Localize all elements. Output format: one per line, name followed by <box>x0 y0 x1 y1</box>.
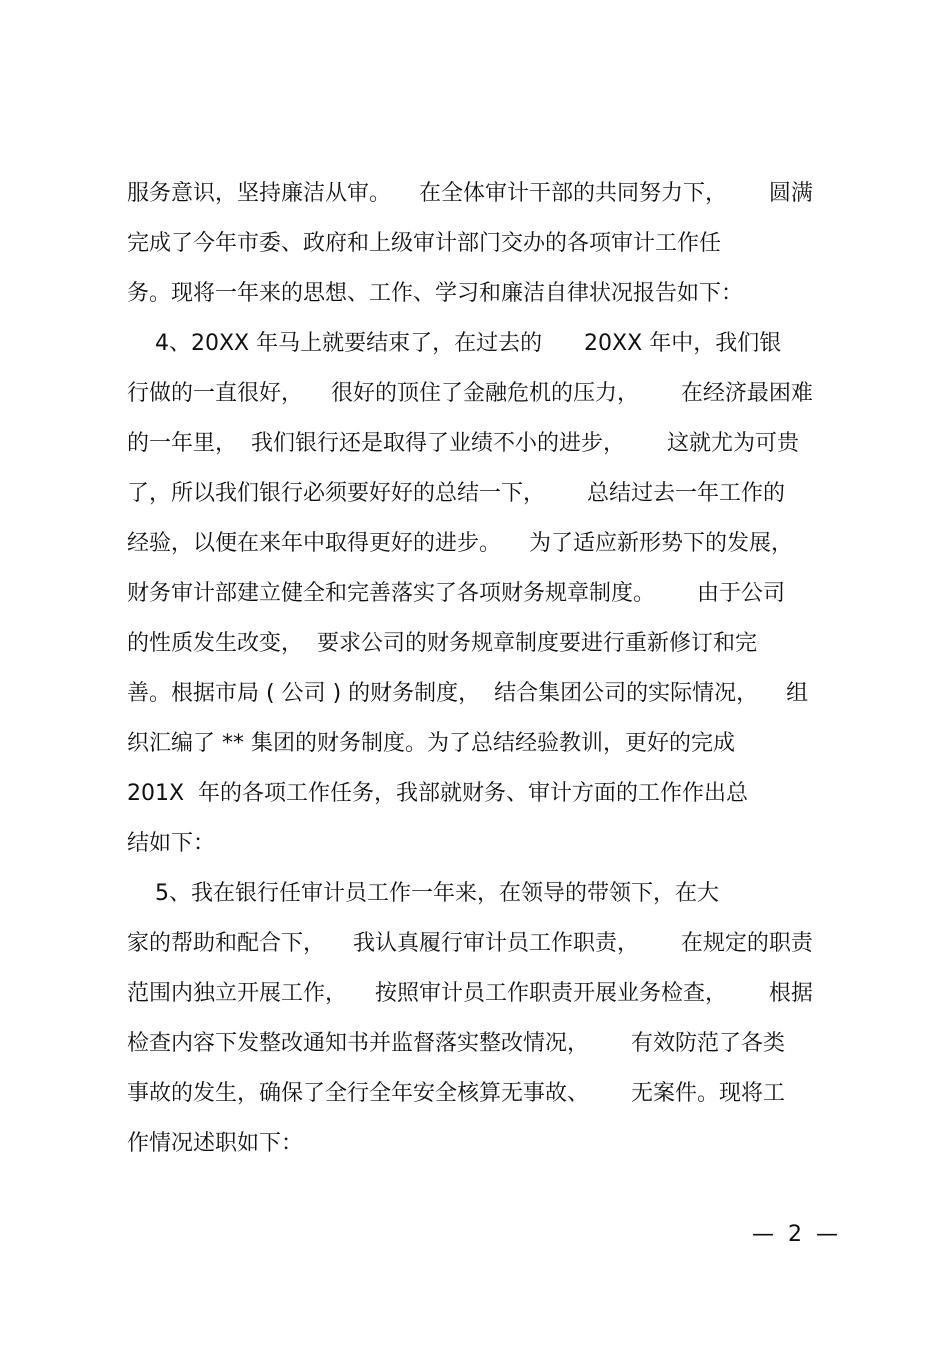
body-text-line: 务。现将一年来的思想、工作、学习和廉洁自律状况报告如下： <box>127 281 744 306</box>
paragraph-5-line: 家的帮助和配合下， 我认真履行审计员工作职责， 在规定的职责 <box>127 931 813 956</box>
paragraph-5-line: 5、我在银行任审计员工作一年来，在领导的带领下，在大 <box>127 881 719 906</box>
body-text-line: 服务意识，坚持廉洁从审。 在全体审计干部的共同努力下， 圆满 <box>127 181 813 206</box>
page-number: — 2 — <box>752 1222 838 1247</box>
paragraph-5-line: 事故的发生，确保了全行全年安全核算无事故、 无案件。现将工 <box>127 1081 785 1106</box>
paragraph-4-line: 经验，以便在来年中取得更好的进步。 为了适应新形势下的发展， <box>127 531 793 556</box>
body-text-line: 完成了今年市委、政府和上级审计部门交办的各项审计工作任 <box>127 231 722 256</box>
paragraph-4-line: 行做的一直很好， 很好的顶住了金融危机的压力， 在经济最困难 <box>127 381 813 406</box>
paragraph-4-line: 结如下： <box>127 831 216 856</box>
paragraph-4-line: 4、20XX 年马上就要结束了，在过去的 20XX 年中，我们银 <box>127 331 782 356</box>
paragraph-4-line: 织汇编了 ** 集团的财务制度。为了总结经验教训，更好的完成 <box>127 731 735 756</box>
paragraph-4-line: 财务审计部建立健全和完善落实了各项财务规章制度。 由于公司 <box>127 581 785 606</box>
paragraph-4-line: 的性质发生改变， 要求公司的财务规章制度要进行重新修订和完 <box>127 631 757 656</box>
paragraph-5-line: 范围内独立开展工作， 按照审计员工作职责开展业务检查， 根据 <box>127 981 813 1006</box>
paragraph-5-line: 作情况述职如下： <box>127 1131 304 1156</box>
paragraph-4-line: 了，所以我们银行必须要好好的总结一下， 总结过去一年工作的 <box>127 481 785 506</box>
paragraph-4-line: 201X 年的各项工作任务，我部就财务、审计方面的工作作出总 <box>127 781 749 806</box>
paragraph-5-line: 检查内容下发整改通知书并监督落实整改情况， 有效防范了各类 <box>127 1031 785 1056</box>
paragraph-4-line: 善。根据市局 ( 公司 ) 的财务制度， 结合集团公司的实际情况， 组 <box>127 681 809 706</box>
paragraph-4-line: 的一年里， 我们银行还是取得了业绩不小的进步， 这就尤为可贵 <box>127 431 799 456</box>
